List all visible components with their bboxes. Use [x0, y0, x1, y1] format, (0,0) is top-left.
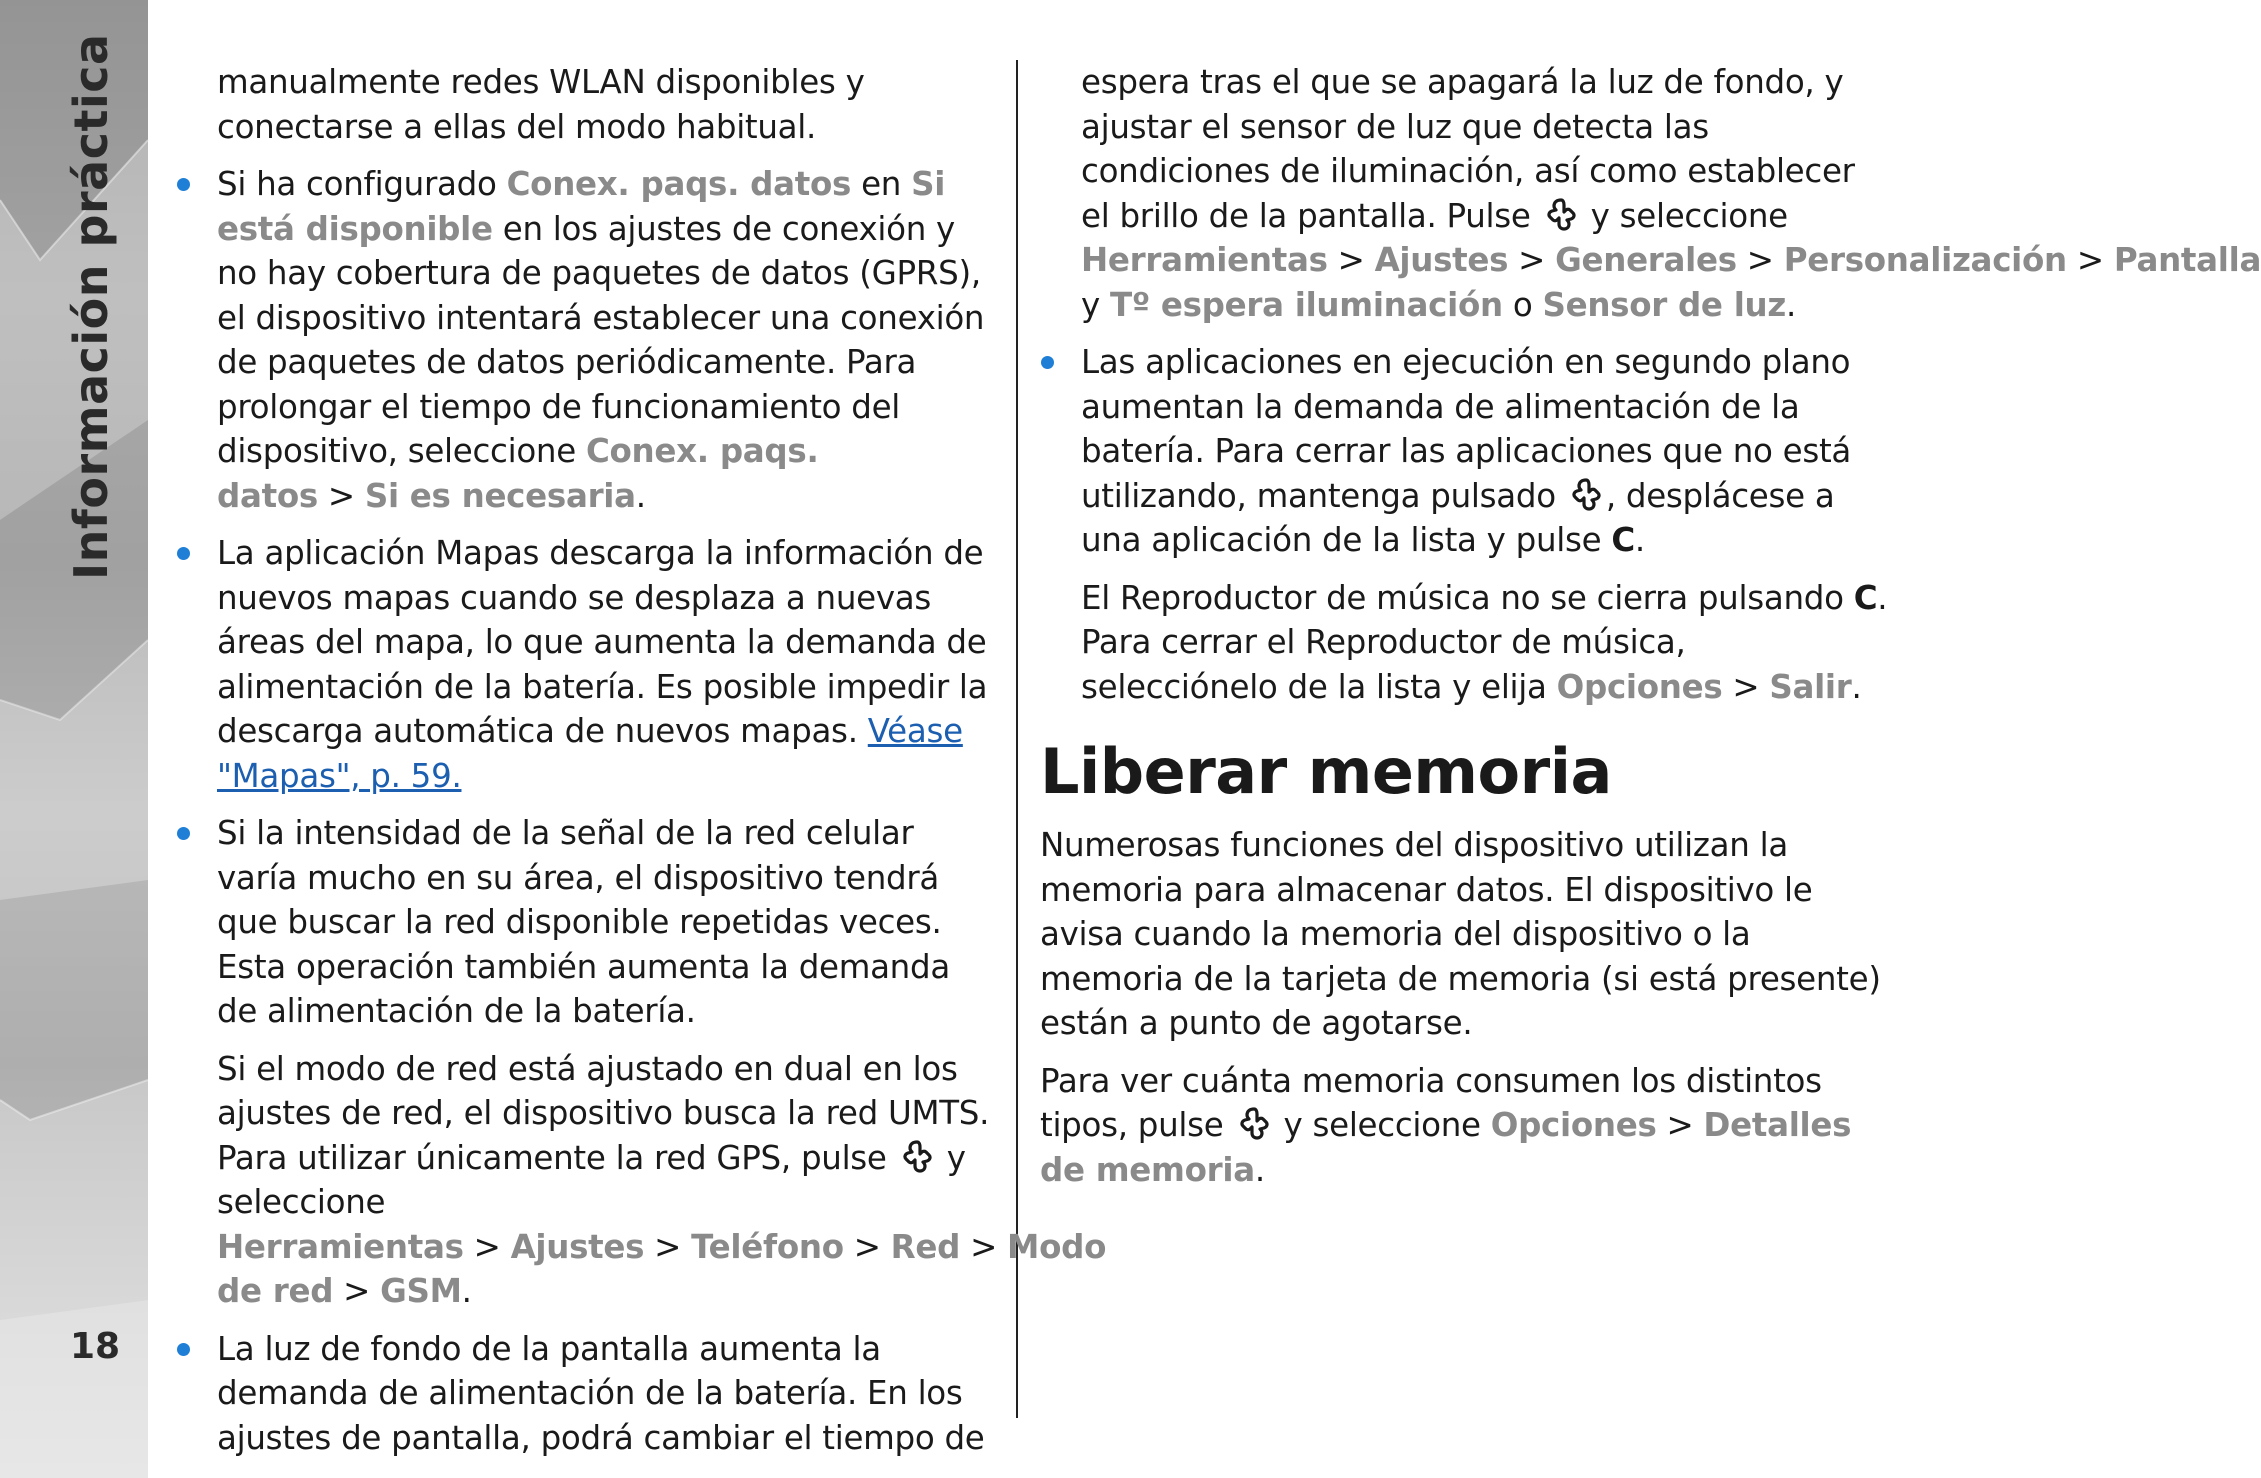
paragraph: Numerosas funciones del dispositivo utilizan la memoria para almacenar datos. El dispositivo le avisa cuando la memoria del dispositivo o la memoria de la tarjeta de memoria (si está presente) están a punto de agotarse.	[1040, 826, 1881, 1042]
paragraph: Para ver cuánta memoria consumen los distintos tipos, pulse y seleccione Opciones > Detalles de memoria.	[1040, 1061, 1852, 1189]
menu-key-icon	[1570, 477, 1602, 513]
paragraph: Si el modo de red está ajustado en dual en los ajustes de red, el dispositivo busca la red UMTS. Para utilizar únicamente la red GPS, pulse y seleccione Herramientas > Ajustes > Teléfono > Red > Modo de red > GSM.	[217, 1049, 1107, 1310]
sidebar	[0, 0, 148, 1478]
column-divider	[1016, 60, 1018, 1418]
section-title: Información práctica	[64, 33, 118, 580]
paragraph: El Reproductor de música no se cierra pulsando C. Para cerrar el Reproductor de música, selecciónelo de la lista y elija Opciones > Salir.	[1081, 578, 1888, 706]
right-column	[1040, 60, 2261, 1205]
maps-crossref-link[interactable]: Véase "Mapas", p. 59.	[217, 712, 963, 795]
section-heading: Liberar memoria	[1040, 735, 1612, 808]
bullet-item: La luz de fondo de la pantalla aumenta la demanda de alimentación de la batería. En los ajustes de pantalla, podrá cambiar el tiempo de	[217, 1327, 998, 1461]
menu-key-icon	[1545, 197, 1577, 233]
menu-key-icon	[1238, 1106, 1270, 1142]
bullet-item: Si ha configurado Conex. paqs. datos en Si está disponible en los ajustes de conexión y no hay cobertura de paquetes de datos (GPRS), el dispositivo intentará establecer una conexión de paquetes de datos periódicamente. Para prolongar el tiempo de funcionamiento del dispositivo, seleccione Conex. paqs. datos > Si es necesaria.	[217, 162, 998, 518]
bullet-item: La aplicación Mapas descarga la información de nuevos mapas cuando se desplaza a nuevas áreas del mapa, lo que aumenta la demanda de alimentación de la batería. Es posible impedir la descarga automática de nuevos mapas. Véase "Mapas", p. 59.	[217, 531, 998, 798]
page-number: 18	[70, 1326, 121, 1367]
left-column	[176, 60, 1107, 1473]
bullet-item: Si la intensidad de la señal de la red celular varía mucho en su área, el dispositivo tendrá que buscar la red disponible repetidas veces. Esta operación también aumenta la demanda de alimentación de la batería.	[217, 811, 998, 1034]
menu-key-icon	[901, 1139, 933, 1175]
bullet-item: Las aplicaciones en ejecución en segundo plano aumentan la demanda de alimentación de la batería. Para cerrar las aplicaciones que no está utilizando, mantenga pulsado , desplácese a una aplicación de la lista y pulse C.	[1081, 340, 1890, 563]
paragraph: espera tras el que se apagará la luz de fondo, y ajustar el sensor de luz que detecta las condiciones de iluminación, así como establecer el brillo de la pantalla. Pulse y seleccione Herramientas > Ajustes > Generales > Personalización > Pantalla y Tº espera iluminación o Sensor de luz.	[1081, 63, 2261, 324]
paragraph: manualmente redes WLAN disponibles y conectarse a ellas del modo habitual.	[217, 63, 865, 146]
